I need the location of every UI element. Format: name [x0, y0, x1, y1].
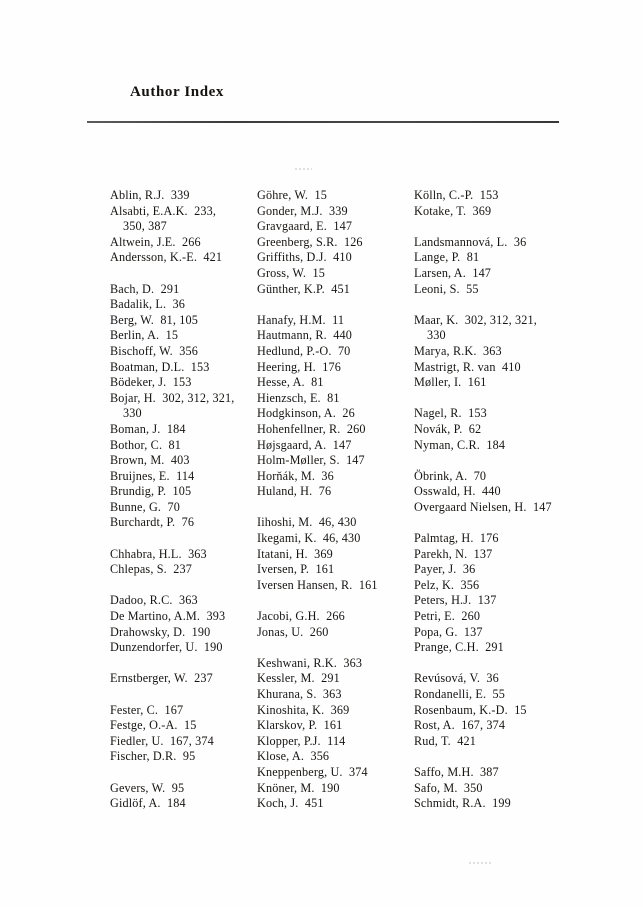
blank-line: [414, 453, 579, 469]
blank-line: [110, 656, 260, 672]
blank-line: [257, 500, 409, 516]
index-entry: Gonder, M.J. 339: [257, 203, 348, 218]
index-entry: Dunzendorfer, U. 190: [110, 640, 223, 655]
index-entry: Horňák, M. 36: [257, 468, 334, 483]
index-entry: Dadoo, R.C. 363: [110, 593, 198, 608]
blank-line: [414, 515, 579, 531]
index-entry: Khurana, S. 363: [257, 687, 342, 701]
index-entry: Lange, P. 81: [414, 250, 480, 265]
index-entry: Schmidt, R.A. 199: [414, 796, 511, 811]
index-entry: Bunne, G. 70: [110, 499, 180, 514]
index-entry: Kinoshita, K. 369: [257, 702, 350, 717]
index-column-1: [110, 188, 260, 812]
index-entry: Mastrigt, R. van 410: [414, 359, 521, 374]
index-entry: Gidlöf, A. 184: [110, 796, 186, 811]
index-entry: Hienzsch, E. 81: [257, 390, 340, 405]
index-entry: Öbrink, A. 70: [414, 468, 487, 483]
index-entry: Jonas, U. 260: [257, 624, 329, 639]
index-entry: Marya, R.K. 363: [414, 343, 502, 358]
index-entry: Safo, M. 350: [414, 780, 483, 795]
index-entry: Kessler, M. 291: [257, 671, 340, 686]
index-entry: Festge, O.-A. 15: [110, 718, 197, 733]
index-entry: Altwein, J.E. 266: [110, 234, 201, 249]
index-entry: Iversen Hansen, R. 161: [257, 577, 378, 592]
blank-line: [414, 297, 579, 313]
index-entry: Heering, H. 176: [257, 359, 341, 374]
index-entry: Göhre, W. 15: [257, 188, 327, 202]
index-entry: Chhabra, H.L. 363: [110, 546, 207, 561]
index-entry: Payer, J. 36: [414, 562, 476, 577]
index-entry: Günther, K.P. 451: [257, 281, 350, 296]
index-entry: 330: [427, 328, 446, 343]
index-entry: Berlin, A. 15: [110, 328, 179, 343]
index-entry: Nagel, R. 153: [414, 406, 487, 421]
index-entry: Saffo, M.H. 387: [414, 764, 499, 779]
index-entry: Fiedler, U. 167, 374: [110, 733, 214, 748]
blank-line: [257, 640, 409, 656]
index-entry: Ikegami, K. 46, 430: [257, 531, 361, 546]
index-entry: Rud, T. 421: [414, 733, 476, 748]
index-entry: Jacobi, G.H. 266: [257, 609, 345, 624]
blank-line: [257, 593, 409, 609]
index-entry: Landsmannová, L. 36: [414, 234, 527, 249]
index-entry: Holm-Møller, S. 147: [257, 453, 365, 468]
index-entry: Klopper, P.J. 114: [257, 733, 346, 748]
index-entry: Badalik, L. 36: [110, 297, 186, 312]
index-entry: Ernstberger, W. 237: [110, 671, 213, 686]
index-entry: Parekh, N. 137: [414, 546, 493, 561]
index-entry: Bödeker, J. 153: [110, 375, 192, 390]
index-entry: Andersson, K.-E. 421: [110, 250, 223, 265]
index-entry: Ablin, R.J. 339: [110, 188, 190, 202]
index-entry: Prange, C.H. 291: [414, 640, 504, 655]
title-divider-rule: [87, 121, 559, 123]
index-entry: Hedlund, P.-O. 70: [257, 343, 351, 358]
index-entry: Klose, A. 356: [257, 749, 330, 764]
index-entry: Popa, G. 137: [414, 624, 483, 639]
blank-line: [110, 578, 260, 594]
index-entry: Bojar, H. 302, 312, 321,: [110, 390, 235, 405]
index-entry: Gross, W. 15: [257, 265, 325, 280]
index-entry: Hodgkinson, A. 26: [257, 406, 355, 421]
index-entry: Overgaard Nielsen, H. 147: [414, 499, 552, 514]
index-entry: Larsen, A. 147: [414, 265, 492, 280]
index-entry: Bruijnes, E. 114: [110, 468, 195, 483]
index-entry: Pelz, K. 356: [414, 577, 480, 592]
index-entry: Boatman, D.L. 153: [110, 359, 210, 374]
index-entry: Hesse, A. 81: [257, 375, 324, 390]
index-entry: Griffiths, D.J. 410: [257, 250, 352, 265]
index-entry: Berg, W. 81, 105: [110, 312, 198, 327]
index-entry: Fischer, D.R. 95: [110, 749, 196, 764]
index-entry: Iversen, P. 161: [257, 562, 335, 577]
index-entry: Alsabti, E.A.K. 233,: [110, 203, 217, 218]
index-entry: Novák, P. 62: [414, 421, 482, 436]
blank-line: [110, 531, 260, 547]
index-entry: Boman, J. 184: [110, 421, 186, 436]
index-entry: Greenberg, S.R. 126: [257, 234, 363, 249]
scan-artifact: [468, 862, 492, 864]
index-entry: Knöner, M. 190: [257, 780, 340, 795]
index-entry: Kölln, C.-P. 153: [414, 188, 499, 202]
index-entry: Gravgaard, E. 147: [257, 219, 353, 234]
index-entry: Fester, C. 167: [110, 702, 184, 717]
blank-line: [257, 297, 409, 313]
index-entry: Brown, M. 403: [110, 453, 190, 468]
scan-artifact: [294, 168, 312, 170]
index-entry: Burchardt, P. 76: [110, 515, 195, 530]
index-entry: Petri, E. 260: [414, 609, 481, 624]
index-entry: Hanafy, H.M. 11: [257, 312, 345, 327]
index-entry: Hautmann, R. 440: [257, 328, 352, 343]
blank-line: [110, 687, 260, 703]
index-entry: Rost, A. 167, 374: [414, 718, 506, 733]
index-entry: 330: [123, 406, 142, 421]
index-entry: Maar, K. 302, 312, 321,: [414, 312, 537, 327]
blank-line: [110, 266, 260, 282]
index-entry: Kneppenberg, U. 374: [257, 764, 368, 779]
index-entry: Keshwani, R.K. 363: [257, 655, 363, 670]
blank-line: [110, 765, 260, 781]
index-column-2: [257, 188, 409, 812]
blank-line: [414, 749, 579, 765]
index-entry: Itatani, H. 369: [257, 546, 333, 561]
index-entry: 350, 387: [123, 219, 167, 234]
index-entry: Brundig, P. 105: [110, 484, 192, 499]
index-column-3: [414, 188, 579, 812]
index-entry: Peters, H.J. 137: [414, 593, 497, 608]
index-entry: De Martino, A.M. 393: [110, 609, 226, 624]
index-entry: Koch, J. 451: [257, 796, 324, 811]
blank-line: [414, 219, 579, 235]
index-entry: Højsgaard, A. 147: [257, 437, 352, 452]
index-entry: Hohenfellner, R. 260: [257, 421, 366, 436]
index-entry: Kotake, T. 369: [414, 203, 492, 218]
index-entry: Nyman, C.R. 184: [414, 437, 506, 452]
index-entry: Revúsová, V. 36: [414, 671, 499, 686]
index-entry: Bischoff, W. 356: [110, 343, 198, 358]
index-entry: Iihoshi, M. 46, 430: [257, 515, 357, 530]
index-entry: Rondanelli, E. 55: [414, 687, 506, 701]
index-entry: Møller, I. 161: [414, 375, 487, 390]
index-entry: Bach, D. 291: [110, 281, 180, 296]
blank-line: [414, 656, 579, 672]
index-entry: Leoni, S. 55: [414, 281, 479, 296]
index-entry: Rosenbaum, K.-D. 15: [414, 702, 527, 717]
blank-line: [414, 391, 579, 407]
index-entry: Bothor, C. 81: [110, 437, 182, 452]
index-entry: Osswald, H. 440: [414, 484, 501, 499]
page-title: Author Index: [130, 84, 225, 100]
index-entry: Klarskov, P. 161: [257, 718, 343, 733]
index-entry: Drahowsky, D. 190: [110, 624, 211, 639]
index-entry: Chlepas, S. 237: [110, 562, 192, 577]
index-entry: Palmtag, H. 176: [414, 531, 499, 546]
index-entry: Huland, H. 76: [257, 484, 332, 499]
index-entry: Gevers, W. 95: [110, 780, 185, 795]
